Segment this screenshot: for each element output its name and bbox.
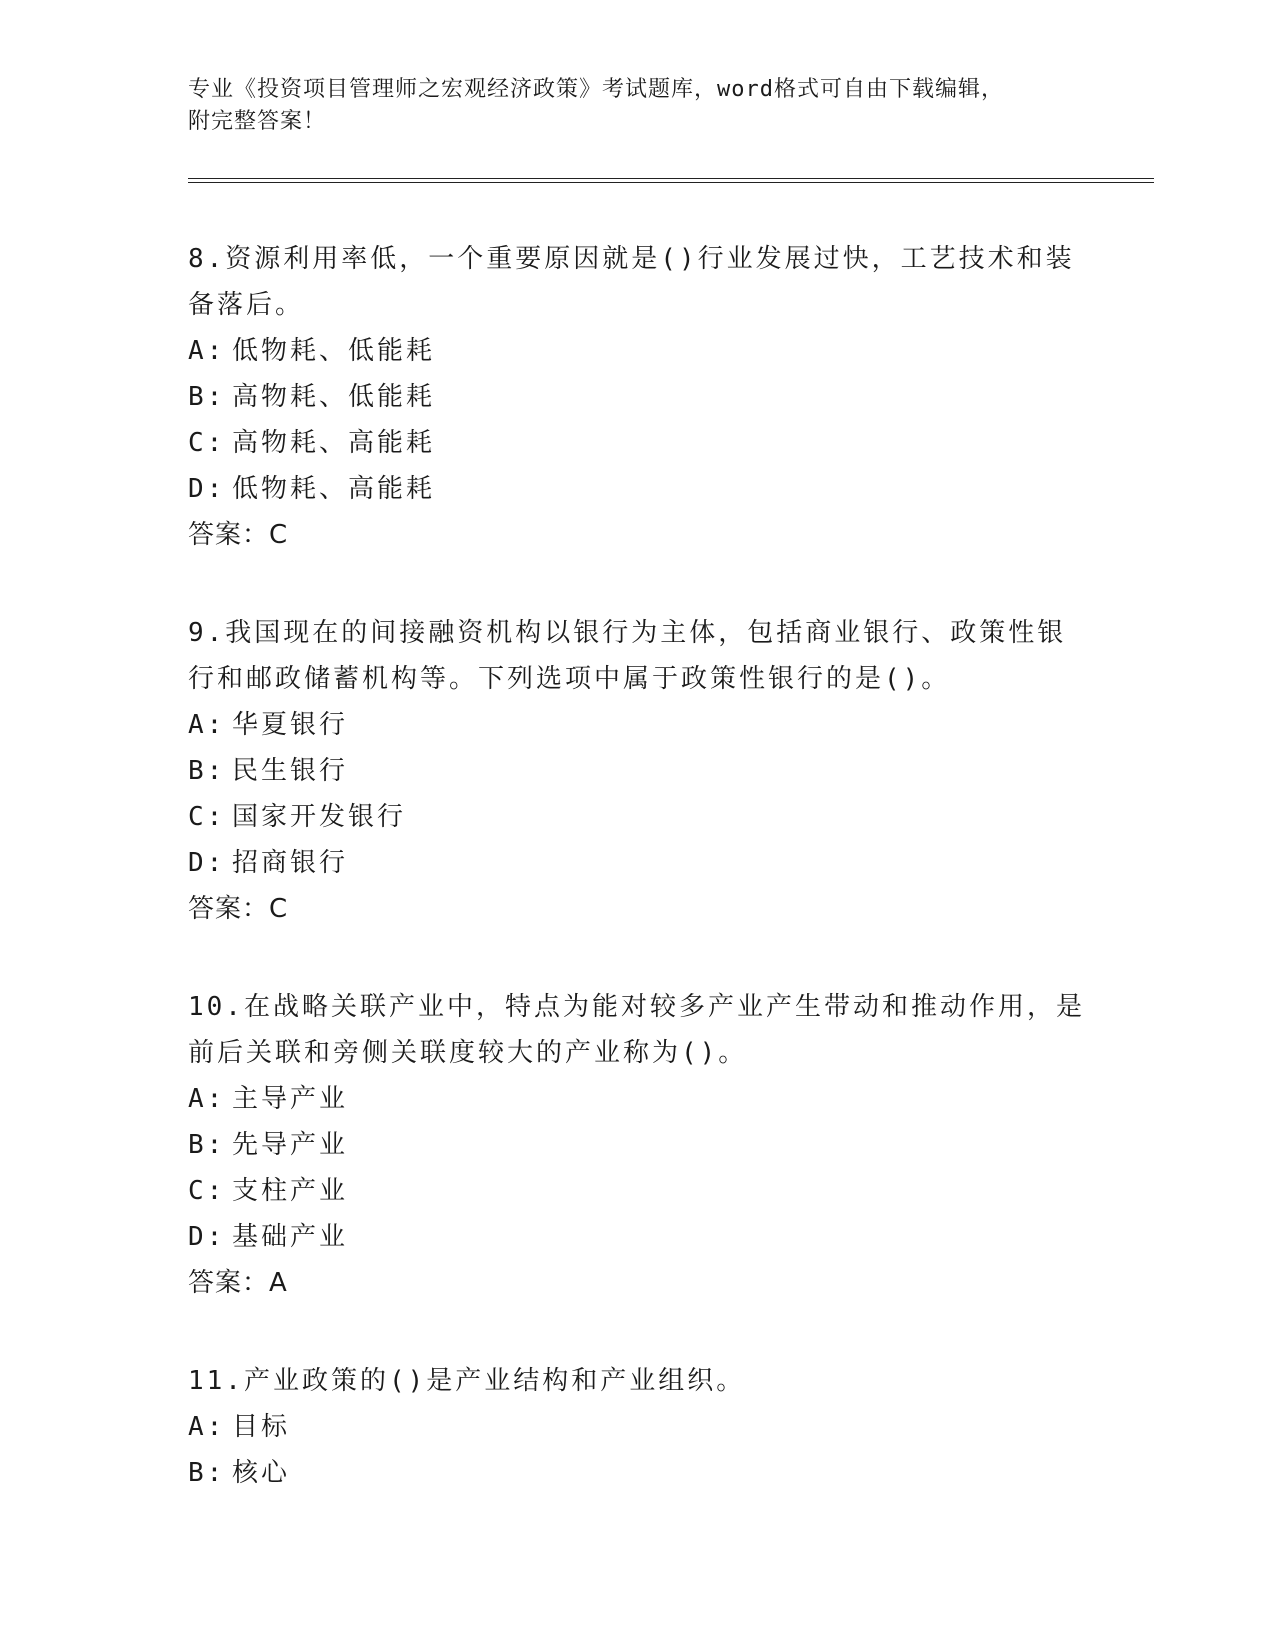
- document-header: [188, 74, 1088, 138]
- answer-text: 答案：C: [188, 520, 289, 550]
- option-letter: A:: [188, 1412, 226, 1442]
- option-a: [188, 1404, 1088, 1450]
- option-text: 主导产业: [232, 1084, 349, 1114]
- option-letter: C:: [188, 802, 226, 832]
- answer-text: 答案：C: [188, 894, 289, 924]
- option-letter: C:: [188, 1176, 226, 1206]
- intro-text-line-2: 附完整答案！: [188, 109, 327, 134]
- option-b: [188, 748, 1088, 794]
- option-text: 基础产业: [232, 1222, 349, 1252]
- option-text: 高物耗、低能耗: [232, 382, 436, 412]
- option-c: [188, 1168, 1088, 1214]
- question-8: [188, 236, 1088, 558]
- option-text: 先导产业: [232, 1130, 349, 1160]
- option-letter: A:: [188, 336, 226, 366]
- option-d: [188, 466, 1088, 512]
- answer-text: 答案：A: [188, 1268, 288, 1298]
- option-b: [188, 1122, 1088, 1168]
- question-10: [188, 984, 1088, 1306]
- option-d: [188, 1214, 1088, 1260]
- question-stem-line-1: 9.我国现在的间接融资机构以银行为主体，包括商业银行、政策性银: [188, 618, 1067, 648]
- intro-text-line-1: 专业《投资项目管理师之宏观经济政策》考试题库，word格式可自由下载编辑，: [188, 77, 1004, 102]
- option-text: 低物耗、高能耗: [232, 474, 436, 504]
- question-9: [188, 610, 1088, 932]
- question-stem-line-2: 前后关联和旁侧关联度较大的产业称为()。: [188, 1038, 748, 1068]
- header-divider: [188, 178, 1154, 183]
- option-letter: A:: [188, 710, 226, 740]
- option-letter: D:: [188, 1222, 226, 1252]
- option-letter: D:: [188, 474, 226, 504]
- question-list: [188, 236, 1088, 1548]
- option-letter: B:: [188, 382, 226, 412]
- option-c: [188, 794, 1088, 840]
- question-stem: [188, 984, 1088, 1076]
- option-b: [188, 374, 1088, 420]
- option-a: [188, 328, 1088, 374]
- option-a: [188, 702, 1088, 748]
- option-letter: A:: [188, 1084, 226, 1114]
- option-text: 支柱产业: [232, 1176, 349, 1206]
- question-stem-line-2: 备落后。: [188, 290, 305, 320]
- question-stem-line-2: 行和邮政储蓄机构等。下列选项中属于政策性银行的是()。: [188, 664, 951, 694]
- question-11: [188, 1358, 1088, 1496]
- option-c: [188, 420, 1088, 466]
- option-letter: D:: [188, 848, 226, 878]
- option-letter: C:: [188, 428, 226, 458]
- option-text: 低物耗、低能耗: [232, 336, 436, 366]
- option-text: 目标: [232, 1412, 291, 1442]
- option-a: [188, 1076, 1088, 1122]
- option-text: 民生银行: [232, 756, 349, 786]
- option-b: [188, 1450, 1088, 1496]
- option-text: 招商银行: [232, 848, 349, 878]
- question-stem: [188, 1358, 1088, 1404]
- option-letter: B:: [188, 756, 226, 786]
- question-stem-line-1: 8.资源利用率低，一个重要原因就是()行业发展过快，工艺技术和装: [188, 244, 1075, 274]
- question-stem-line-1: 10.在战略关联产业中，特点为能对较多产业产生带动和推动作用，是: [188, 992, 1085, 1022]
- option-letter: B:: [188, 1458, 226, 1488]
- option-text: 国家开发银行: [232, 802, 407, 832]
- option-text: 华夏银行: [232, 710, 349, 740]
- option-letter: B:: [188, 1130, 226, 1160]
- question-stem: [188, 610, 1088, 702]
- option-d: [188, 840, 1088, 886]
- option-text: 高物耗、高能耗: [232, 428, 436, 458]
- question-stem: [188, 236, 1088, 328]
- question-stem-line-1: 11.产业政策的()是产业结构和产业组织。: [188, 1366, 746, 1396]
- option-text: 核心: [232, 1458, 291, 1488]
